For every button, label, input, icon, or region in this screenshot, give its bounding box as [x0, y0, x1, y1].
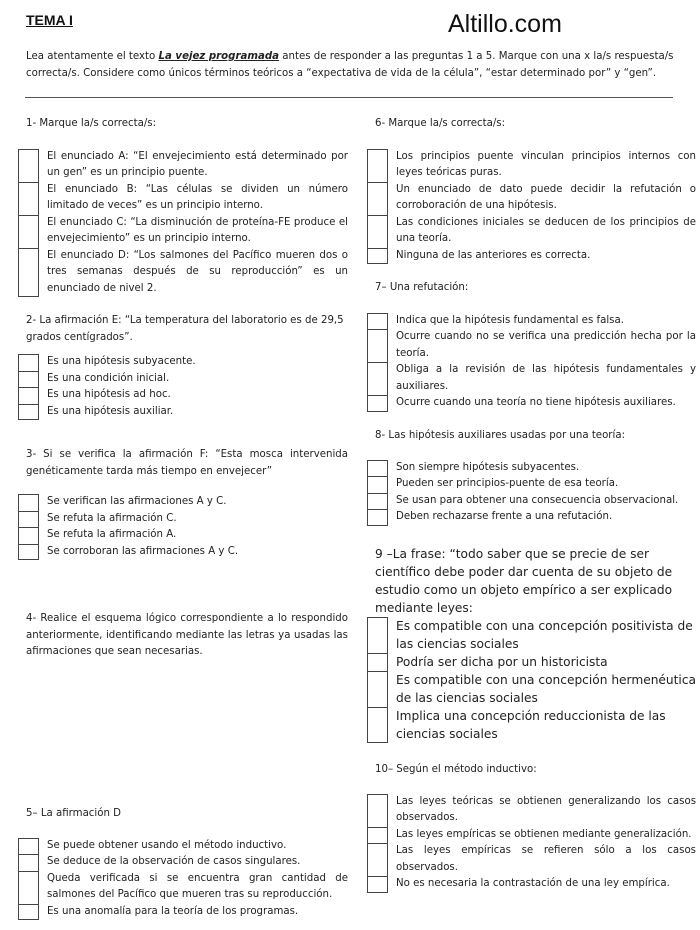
- options-list: [18, 494, 348, 560]
- question-prompt: 4- Realice el esquema lógico correspondiente a lo respondido anteriormente, identificando mediante las letras ya usadas las afirmaciones que sean necesarias.: [26, 613, 348, 657]
- option-row: [367, 329, 696, 362]
- option-row: [18, 371, 348, 388]
- option-text: Se verifican las afirmaciones A y C.: [47, 496, 227, 507]
- option-row: [18, 544, 348, 561]
- answer-checkbox[interactable]: [367, 313, 388, 330]
- option-row: [18, 854, 348, 871]
- options-list: [18, 838, 348, 921]
- option-text: Pueden ser principios-puente de esa teoría.: [396, 478, 619, 489]
- option-text: No es necesaria la contrastación de una ley empírica.: [396, 878, 670, 889]
- option-text: Son siempre hipótesis subyacentes.: [396, 461, 580, 473]
- book-title: La vejez programada: [158, 51, 280, 62]
- question-prompt: 6- Marque la/s correcta/s:: [375, 118, 506, 129]
- answer-checkbox[interactable]: [367, 876, 388, 893]
- question-7: [367, 280, 696, 412]
- option-row: [367, 617, 696, 653]
- option-row: [367, 460, 696, 477]
- answer-checkbox[interactable]: [367, 509, 388, 526]
- answer-checkbox[interactable]: [18, 371, 39, 388]
- option-row: [18, 387, 348, 404]
- question-prompt: 1- Marque la/s correcta/s:: [26, 118, 157, 129]
- answer-checkbox[interactable]: [18, 527, 39, 544]
- option-row: [18, 838, 348, 855]
- answer-checkbox[interactable]: [367, 460, 388, 477]
- option-text: Se refuta la afirmación A.: [47, 529, 177, 540]
- option-text: Es una anomalía para la teoría de los programas.: [47, 905, 299, 917]
- option-row: [18, 149, 348, 182]
- option-text: Se corroboran las afirmaciones A y C.: [47, 545, 239, 557]
- answer-checkbox[interactable]: [367, 794, 388, 827]
- option-text: Las leyes teóricas se obtienen generalizando los casos observados.: [396, 795, 696, 823]
- question-prompt: 9 –La frase: “todo saber que se precie de ser científico debe poder dar cuenta de su objeto de estudio como un objeto empírico a ser explicado mediante leyes:: [375, 547, 673, 615]
- option-row: [18, 248, 348, 298]
- option-row: [18, 182, 348, 215]
- options-list: [367, 617, 696, 743]
- option-text: Se refuta la afirmación C.: [47, 512, 177, 524]
- answer-checkbox[interactable]: [18, 494, 39, 511]
- question-prompt: 3- Si se verifica la afirmación F: “Esta mosca intervenida genéticamente tarda más tiempo en envejecer”: [26, 449, 348, 477]
- answer-checkbox[interactable]: [18, 854, 39, 871]
- option-row: [367, 215, 696, 248]
- answer-checkbox[interactable]: [367, 476, 388, 493]
- question-prompt: 10– Según el método inductivo:: [375, 764, 537, 775]
- answer-checkbox[interactable]: [18, 904, 39, 921]
- answer-checkbox[interactable]: [367, 215, 388, 248]
- option-text: Se deduce de la observación de casos singulares.: [47, 856, 301, 867]
- option-text: Queda verificada si se encuentra gran cantidad de salmones del Pacífico que mueren tras su reproducción.: [47, 872, 348, 900]
- answer-checkbox[interactable]: [367, 843, 388, 876]
- question-2: [18, 313, 348, 420]
- answer-checkbox[interactable]: [367, 617, 388, 653]
- option-text: Las leyes empíricas se obtienen mediante generalización.: [396, 828, 692, 840]
- answer-checkbox[interactable]: [18, 511, 39, 528]
- answer-checkbox[interactable]: [18, 248, 39, 298]
- answer-checkbox[interactable]: [367, 827, 388, 844]
- option-text: Indica que la hipótesis fundamental es falsa.: [396, 314, 624, 326]
- options-list: [18, 354, 348, 420]
- option-text: El enunciado B: “Las células se dividen un número limitado de veces” es un principio interno.: [47, 183, 348, 211]
- options-list: [18, 149, 348, 298]
- option-row: [367, 509, 696, 526]
- option-text: El enunciado D: “Los salmones del Pacífico mueren dos o tres semanas después de su reproducción” es un enunciado de nivel 2.: [47, 249, 348, 294]
- option-text: Es una hipótesis auxiliar.: [47, 405, 174, 417]
- options-list: [367, 149, 696, 265]
- answer-checkbox[interactable]: [18, 838, 39, 855]
- option-row: [367, 653, 696, 671]
- option-row: [367, 476, 696, 493]
- question-9: [367, 545, 696, 743]
- option-row: [367, 149, 696, 182]
- answer-checkbox[interactable]: [18, 215, 39, 248]
- answer-checkbox[interactable]: [18, 354, 39, 371]
- option-text: Es una hipótesis ad hoc.: [47, 389, 171, 400]
- answer-checkbox[interactable]: [367, 248, 388, 265]
- instructions-after: antes de responder a las preguntas 1 a 5. Marque con una x la/s respuesta/s correcta/s. Considere como únicos términos teóricos a “expectativa de vida de la célula”, “estar determinado por” y “gen”.: [26, 51, 674, 79]
- answer-checkbox[interactable]: [367, 182, 388, 215]
- option-text: Se usan para obtener una consecuencia observacional.: [396, 494, 679, 506]
- option-row: [18, 904, 348, 921]
- option-text: Implica una concepción reduccionista de las ciencias sociales: [396, 709, 666, 741]
- option-row: [367, 182, 696, 215]
- answer-checkbox[interactable]: [18, 544, 39, 561]
- question-6: [367, 116, 696, 264]
- answer-checkbox[interactable]: [367, 329, 388, 362]
- option-row: [367, 493, 696, 510]
- answer-checkbox[interactable]: [367, 493, 388, 510]
- option-row: [367, 395, 696, 412]
- question-prompt: 5– La afirmación D: [26, 808, 122, 819]
- answer-checkbox[interactable]: [18, 149, 39, 182]
- question-prompt: 7– Una refutación:: [375, 282, 469, 293]
- option-row: [367, 794, 696, 827]
- instructions: [26, 49, 676, 82]
- question-8: [367, 428, 696, 526]
- option-text: Obliga a la revisión de las hipótesis fundamentales y auxiliares.: [396, 364, 696, 392]
- option-text: El enunciado C: “La disminución de proteína-FE produce el envejecimiento” es un principio interno.: [47, 216, 348, 244]
- option-text: Las leyes empíricas se refieren sólo a los casos observados.: [396, 845, 696, 873]
- option-text: Es compatible con una concepción positivista de las ciencias sociales: [396, 619, 693, 651]
- question-4: [18, 611, 348, 661]
- option-text: Se puede obtener usando el método inductivo.: [47, 839, 287, 851]
- site-logo: Altillo.com: [448, 10, 562, 38]
- option-row: [367, 843, 696, 876]
- answer-checkbox[interactable]: [367, 707, 388, 743]
- answer-checkbox[interactable]: [367, 362, 388, 395]
- option-text: Ninguna de las anteriores es correcta.: [396, 249, 591, 261]
- exam-title: TEMA I: [26, 12, 73, 28]
- option-row: [367, 362, 696, 395]
- question-10: [367, 762, 696, 893]
- question-3: [18, 447, 348, 560]
- option-text: Ocurre cuando una teoría no tiene hipótesis auxiliares.: [396, 397, 676, 408]
- option-row: [367, 876, 696, 893]
- answer-checkbox[interactable]: [18, 404, 39, 421]
- options-list: [367, 794, 696, 893]
- option-row: [18, 494, 348, 511]
- option-text: Podría ser dicha por un historicista: [396, 655, 608, 669]
- header-divider: [25, 97, 673, 98]
- answer-checkbox[interactable]: [367, 653, 388, 671]
- option-text: Es una hipótesis subyacente.: [47, 356, 196, 367]
- option-row: [18, 511, 348, 528]
- question-prompt: 2- La afirmación E: “La temperatura del laboratorio es de 29,5 grados centígrados”.: [26, 315, 344, 343]
- option-row: [18, 404, 348, 421]
- answer-checkbox[interactable]: [367, 149, 388, 182]
- question-1: [18, 116, 348, 297]
- option-row: [367, 313, 696, 330]
- option-row: [18, 527, 348, 544]
- answer-checkbox[interactable]: [367, 671, 388, 707]
- options-list: [367, 460, 696, 526]
- option-text: Un enunciado de dato puede decidir la refutación o corroboración de una hipótesis.: [396, 183, 696, 211]
- option-text: Ocurre cuando no se verifica una predicción hecha por la teoría.: [396, 331, 696, 359]
- answer-checkbox[interactable]: [18, 871, 39, 904]
- option-text: Es una condición inicial.: [47, 372, 170, 384]
- option-text: Los principios puente vinculan principios internos con leyes teóricas puras.: [396, 150, 696, 178]
- option-text: Las condiciones iniciales se deducen de los principios de una teoría.: [396, 216, 696, 244]
- option-text: Deben rechazarse frente a una refutación.: [396, 511, 613, 522]
- question-prompt: 8- Las hipótesis auxiliares usadas por una teoría:: [375, 430, 626, 441]
- option-row: [18, 354, 348, 371]
- option-text: El enunciado A: “El envejecimiento está determinado por un gen” es un principio puente.: [47, 150, 348, 178]
- option-row: [18, 215, 348, 248]
- option-text: Es compatible con una concepción hermenéutica de las ciencias sociales: [396, 673, 696, 705]
- option-row: [18, 871, 348, 904]
- option-row: [367, 671, 696, 707]
- answer-checkbox[interactable]: [18, 387, 39, 404]
- option-row: [367, 707, 696, 743]
- answer-checkbox[interactable]: [367, 395, 388, 412]
- option-row: [367, 827, 696, 844]
- option-row: [367, 248, 696, 265]
- question-5: [18, 806, 348, 920]
- instructions-before: Lea atentamente el texto: [26, 51, 159, 62]
- answer-checkbox[interactable]: [18, 182, 39, 215]
- options-list: [367, 313, 696, 412]
